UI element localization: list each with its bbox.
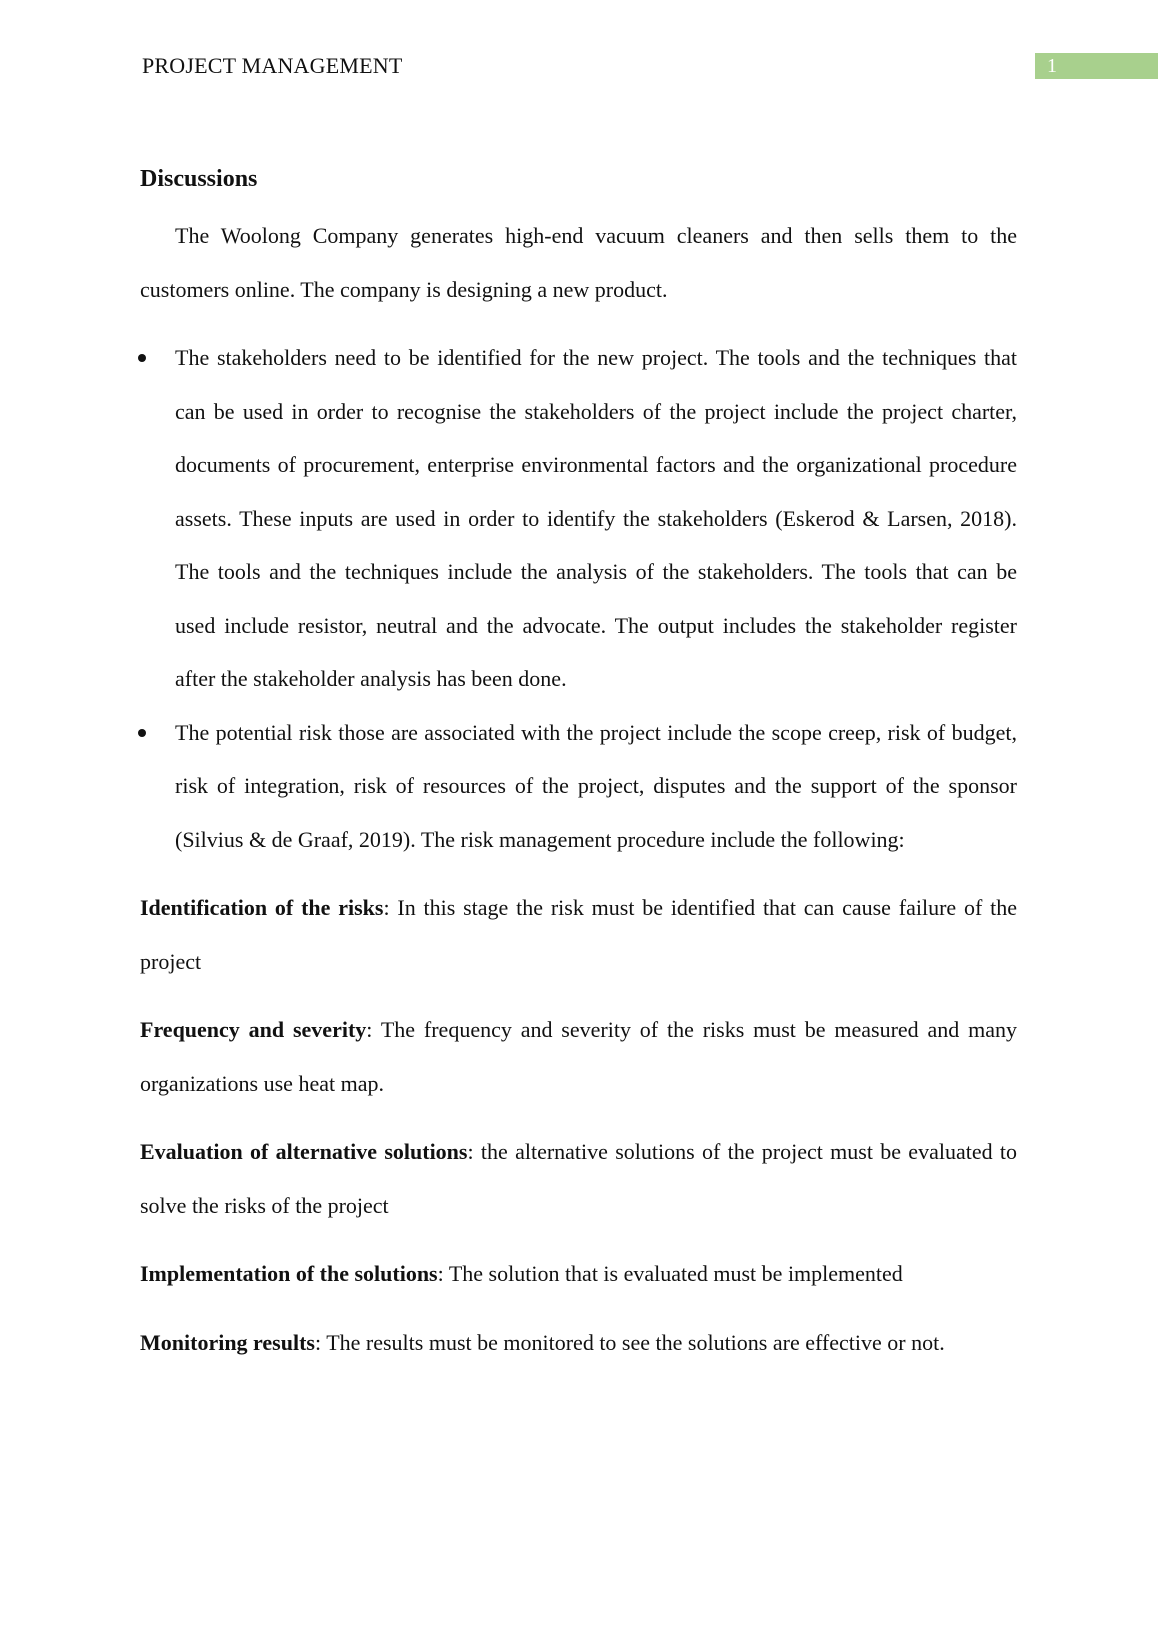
bullet-text: The potential risk those are associated with the project include the scope creep, risk of budget, risk of integration, risk of resources of the project, disputes and the support of the sponsor (Silvius & de Graaf, 2019). The risk management procedure include the following: (175, 719, 1017, 852)
risk-step-term: Evaluation of alternative solutions (140, 1139, 468, 1164)
intro-paragraph: The Woolong Company generates high-end vacuum cleaners and then sells them to the customers online. The company is designing a new product. (140, 223, 1017, 302)
bullet-dot-icon (138, 354, 146, 362)
risk-step-text: : the alternative solutions of the project must be evaluated to solve the risks of the project (140, 1139, 1018, 1218)
risk-step-identification (140, 881, 1017, 988)
risk-step-term: Monitoring results (140, 1329, 315, 1355)
bullet-item-risks (140, 706, 1017, 867)
risk-step-term: Frequency and severity (140, 1017, 367, 1042)
risk-step-term: Identification of the risks (140, 895, 384, 920)
document-body (140, 158, 1017, 1369)
bullet-item-stakeholders (140, 331, 1017, 706)
risk-step-text: : The frequency and severity of the risks must be measured and many organizations use heat map. (140, 1017, 1017, 1096)
risk-step-term: Implementation of the solutions (140, 1261, 438, 1286)
running-header-title: PROJECT MANAGEMENT (142, 53, 403, 78)
page-number: 1 (1035, 53, 1158, 79)
bullet-dot-icon (138, 729, 146, 737)
risk-step-implementation (140, 1247, 1017, 1301)
risk-step-text: : In this stage the risk must be identified that can cause failure of the project (140, 895, 1017, 974)
risk-step-text: : The results must be monitored to see the solutions are effective or not. (314, 1329, 945, 1355)
risk-step-text: : The solution that is evaluated must be implemented (437, 1261, 903, 1286)
risk-step-frequency (140, 1003, 1017, 1110)
bullet-text: The stakeholders need to be identified for the new project. The tools and the techniques that can be used in order to recognise the stakeholders of the project include the project charter, documents of procurement, enterprise environmental factors and the organizational procedure assets. These inputs are used in order to identify the stakeholders (Eskerod & Larsen, 2018). The tools and the techniques include the analysis of the stakeholders. The tools that can be used include resistor, neutral and the advocate. The output includes the stakeholder register after the stakeholder analysis has been done. (175, 345, 1017, 691)
bullet-list (140, 331, 1017, 866)
risk-step-evaluation (140, 1125, 1017, 1232)
risk-step-monitoring (140, 1316, 1017, 1370)
section-heading: Discussions (140, 166, 258, 192)
